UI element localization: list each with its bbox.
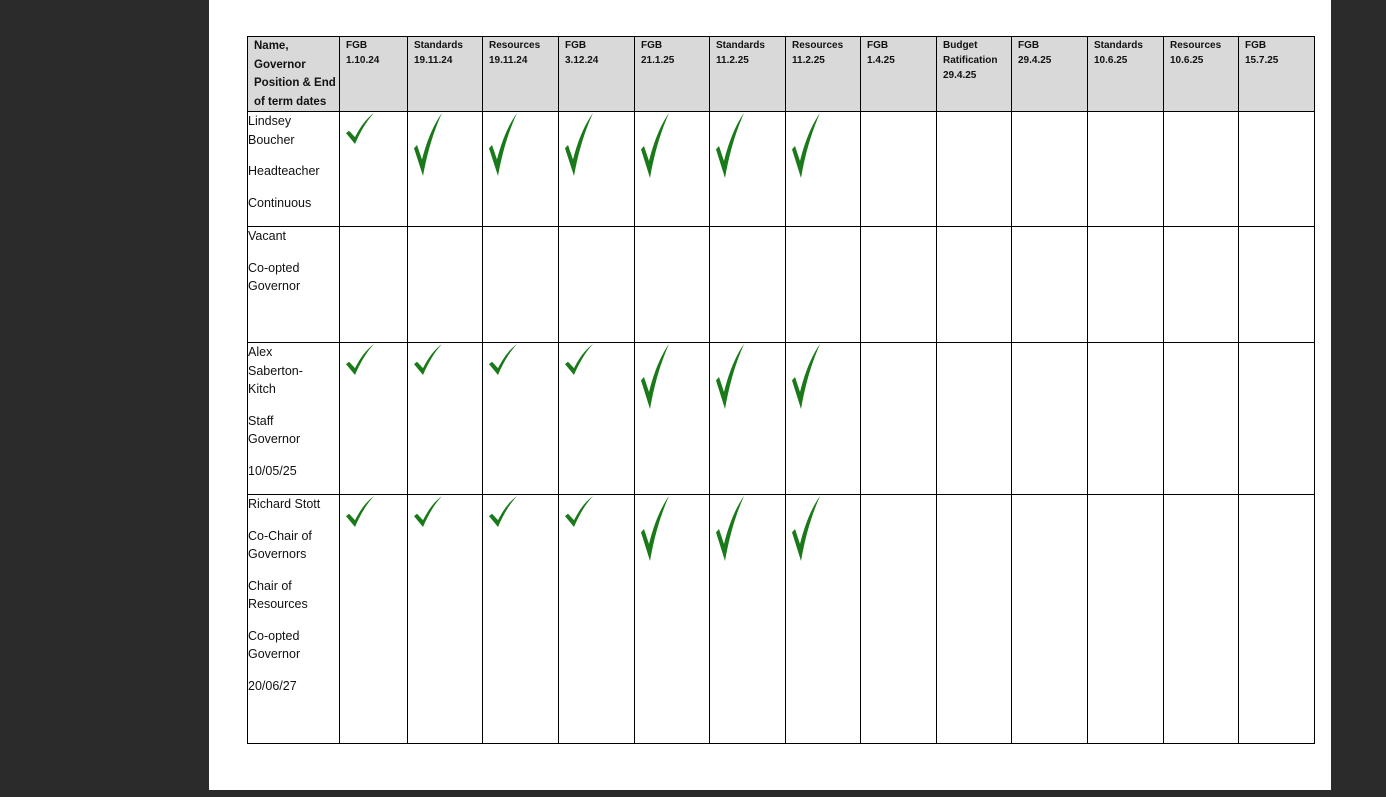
- attendance-cell: [559, 343, 635, 495]
- governor-detail-text: Saberton-: [248, 363, 303, 378]
- attendance-cell: [710, 495, 786, 744]
- attendance-cell: [559, 495, 635, 744]
- meeting-header-text: 11.2.25: [716, 55, 749, 66]
- meeting-header-text: Budget: [943, 40, 978, 51]
- meeting-header-11: [1164, 37, 1239, 112]
- checkmark-icon: [640, 112, 670, 180]
- meeting-header-text: 29.4.25: [1018, 55, 1052, 66]
- attendance-cell: [786, 343, 861, 495]
- meeting-header-text: 10.6.25: [1170, 55, 1204, 66]
- governor-detail-text: Boucher: [248, 132, 295, 147]
- attendance-cell: [559, 112, 635, 227]
- meeting-header-text: FGB: [1245, 40, 1267, 51]
- attendance-cell: [1239, 227, 1315, 343]
- header-row: [248, 37, 1315, 112]
- header-text: of term dates: [254, 95, 327, 108]
- meeting-header-text: 21.1.25: [641, 55, 675, 66]
- attendance-cell: [861, 227, 937, 343]
- attendance-cell: [710, 343, 786, 495]
- attendance-cell: [559, 227, 635, 343]
- attendance-cell: [1012, 227, 1088, 343]
- checkmark-icon: [413, 343, 443, 377]
- attendance-cell: [937, 343, 1012, 495]
- checkmark-icon: [413, 112, 443, 178]
- governor-detail-text: Headteacher: [248, 164, 320, 178]
- governor-detail-text: 20/06/27: [248, 678, 297, 693]
- meeting-header-text: 1.10.24: [346, 55, 380, 66]
- document-page: [209, 0, 1331, 790]
- governor-detail-text: Kitch: [248, 382, 276, 396]
- checkmark-icon: [715, 112, 745, 180]
- meeting-header-text: 3.12.24: [565, 55, 599, 66]
- checkmark-icon: [564, 343, 594, 377]
- governor-detail-text: Co-opted: [248, 628, 300, 643]
- header-text: Governor: [254, 58, 306, 71]
- meeting-header-text: FGB: [565, 40, 587, 51]
- meeting-header-text: Resources: [489, 40, 541, 51]
- meeting-header-text: 29.4.25: [943, 70, 977, 81]
- attendance-cell: [1164, 227, 1239, 343]
- meeting-header-text: 19.11.24: [414, 55, 453, 66]
- governor-row: [248, 495, 1315, 744]
- attendance-cell: [340, 227, 408, 343]
- attendance-cell: [1012, 495, 1088, 744]
- header-text: Position & End: [254, 77, 336, 89]
- checkmark-icon: [715, 343, 745, 411]
- meeting-header-text: 1.4.25: [867, 55, 895, 66]
- meeting-header-7: [861, 37, 937, 112]
- meeting-header-2: [483, 37, 559, 112]
- attendance-cell: [1088, 495, 1164, 744]
- checkmark-icon: [413, 495, 443, 529]
- governor-detail-text: Governor: [248, 279, 301, 293]
- attendance-cell: [408, 227, 483, 343]
- attendance-cell: [483, 343, 559, 495]
- attendance-cell: [861, 112, 937, 227]
- checkmark-icon: [488, 495, 518, 529]
- meeting-header-text: FGB: [346, 40, 368, 51]
- attendance-cell: [1012, 343, 1088, 495]
- attendance-cell: [340, 343, 408, 495]
- checkmark-icon: [640, 343, 670, 411]
- meeting-header-text: 19.11.24: [489, 55, 528, 66]
- checkmark-icon: [345, 112, 375, 146]
- governor-detail-text: Vacant: [248, 229, 286, 243]
- meeting-header-text: 11.2.25: [792, 55, 825, 66]
- attendance-cell: [786, 227, 861, 343]
- attendance-cell: [786, 495, 861, 744]
- attendance-cell: [1088, 343, 1164, 495]
- attendance-cell: [861, 343, 937, 495]
- meeting-header-10: [1088, 37, 1164, 112]
- attendance-cell: [1088, 112, 1164, 227]
- checkmark-icon: [791, 495, 821, 563]
- header-text: Name,: [254, 40, 289, 52]
- attendance-cell: [710, 227, 786, 343]
- attendance-cell: [1012, 112, 1088, 227]
- governor-details: [248, 227, 340, 343]
- governor-detail-text: Lindsey: [248, 114, 292, 128]
- meeting-header-text: Resources: [1170, 40, 1222, 51]
- meeting-header-5: [710, 37, 786, 112]
- governor-details: [248, 112, 340, 227]
- meeting-header-8: [937, 37, 1012, 112]
- governor-detail-text: Resources: [248, 597, 308, 611]
- attendance-cell: [635, 227, 710, 343]
- attendance-table: [247, 36, 1315, 744]
- meeting-header-text: Ratification: [943, 55, 998, 66]
- header-name-position: [248, 37, 340, 112]
- checkmark-icon: [640, 495, 670, 563]
- governor-detail-text: 10/05/25: [248, 463, 297, 478]
- attendance-cell: [861, 495, 937, 744]
- meeting-header-text: 10.6.25: [1094, 55, 1128, 66]
- meeting-header-text: FGB: [867, 40, 889, 51]
- attendance-cell: [483, 495, 559, 744]
- attendance-cell: [1239, 495, 1315, 744]
- checkmark-icon: [791, 112, 821, 180]
- meeting-header-text: Standards: [414, 40, 463, 51]
- checkmark-icon: [345, 343, 375, 377]
- checkmark-icon: [791, 343, 821, 411]
- meeting-header-text: 15.7.25: [1245, 55, 1279, 66]
- meeting-header-text: Resources: [792, 40, 844, 51]
- governor-details: [248, 495, 340, 744]
- meeting-header-4: [635, 37, 710, 112]
- attendance-cell: [635, 495, 710, 744]
- attendance-cell: [635, 112, 710, 227]
- checkmark-icon: [715, 495, 745, 563]
- governor-row: [248, 343, 1315, 495]
- attendance-cell: [1164, 495, 1239, 744]
- meeting-header-3: [559, 37, 635, 112]
- attendance-cell: [483, 227, 559, 343]
- meeting-header-6: [786, 37, 861, 112]
- meeting-header-text: Standards: [716, 40, 765, 51]
- attendance-cell: [408, 112, 483, 227]
- governor-detail-text: Co-Chair of: [248, 528, 312, 543]
- attendance-cell: [1164, 112, 1239, 227]
- attendance-cell: [340, 112, 408, 227]
- attendance-cell: [710, 112, 786, 227]
- meeting-header-1: [408, 37, 483, 112]
- meeting-header-text: Standards: [1094, 40, 1143, 51]
- attendance-cell: [937, 495, 1012, 744]
- attendance-cell: [937, 112, 1012, 227]
- meeting-header-text: FGB: [1018, 40, 1040, 51]
- checkmark-icon: [345, 495, 375, 529]
- governor-detail-text: Governors: [248, 547, 307, 561]
- checkmark-icon: [488, 343, 518, 377]
- meeting-header-text: FGB: [641, 40, 663, 51]
- meeting-header-12: [1239, 37, 1315, 112]
- attendance-cell: [1239, 112, 1315, 227]
- governor-detail-text: Governor: [248, 647, 301, 661]
- governor-detail-text: Continuous: [248, 195, 312, 210]
- attendance-cell: [483, 112, 559, 227]
- governor-detail-text: Governor: [248, 432, 301, 446]
- governor-detail-text: Alex: [248, 345, 273, 359]
- attendance-cell: [1239, 343, 1315, 495]
- attendance-cell: [408, 495, 483, 744]
- checkmark-icon: [564, 495, 594, 529]
- attendance-cell: [786, 112, 861, 227]
- governor-detail-text: Richard Stott: [248, 497, 321, 511]
- governor-details: [248, 343, 340, 495]
- governor-detail-text: Chair of: [248, 578, 292, 593]
- meeting-header-0: [340, 37, 408, 112]
- checkmark-icon: [564, 112, 594, 178]
- checkmark-icon: [488, 112, 518, 178]
- meeting-header-9: [1012, 37, 1088, 112]
- attendance-cell: [1164, 343, 1239, 495]
- governor-detail-text: Co-opted: [248, 260, 300, 275]
- governor-detail-text: Staff: [248, 413, 274, 428]
- attendance-cell: [635, 343, 710, 495]
- attendance-cell: [340, 495, 408, 744]
- attendance-cell: [937, 227, 1012, 343]
- governor-row: [248, 112, 1315, 227]
- governor-row: [248, 227, 1315, 343]
- attendance-cell: [408, 343, 483, 495]
- attendance-cell: [1088, 227, 1164, 343]
